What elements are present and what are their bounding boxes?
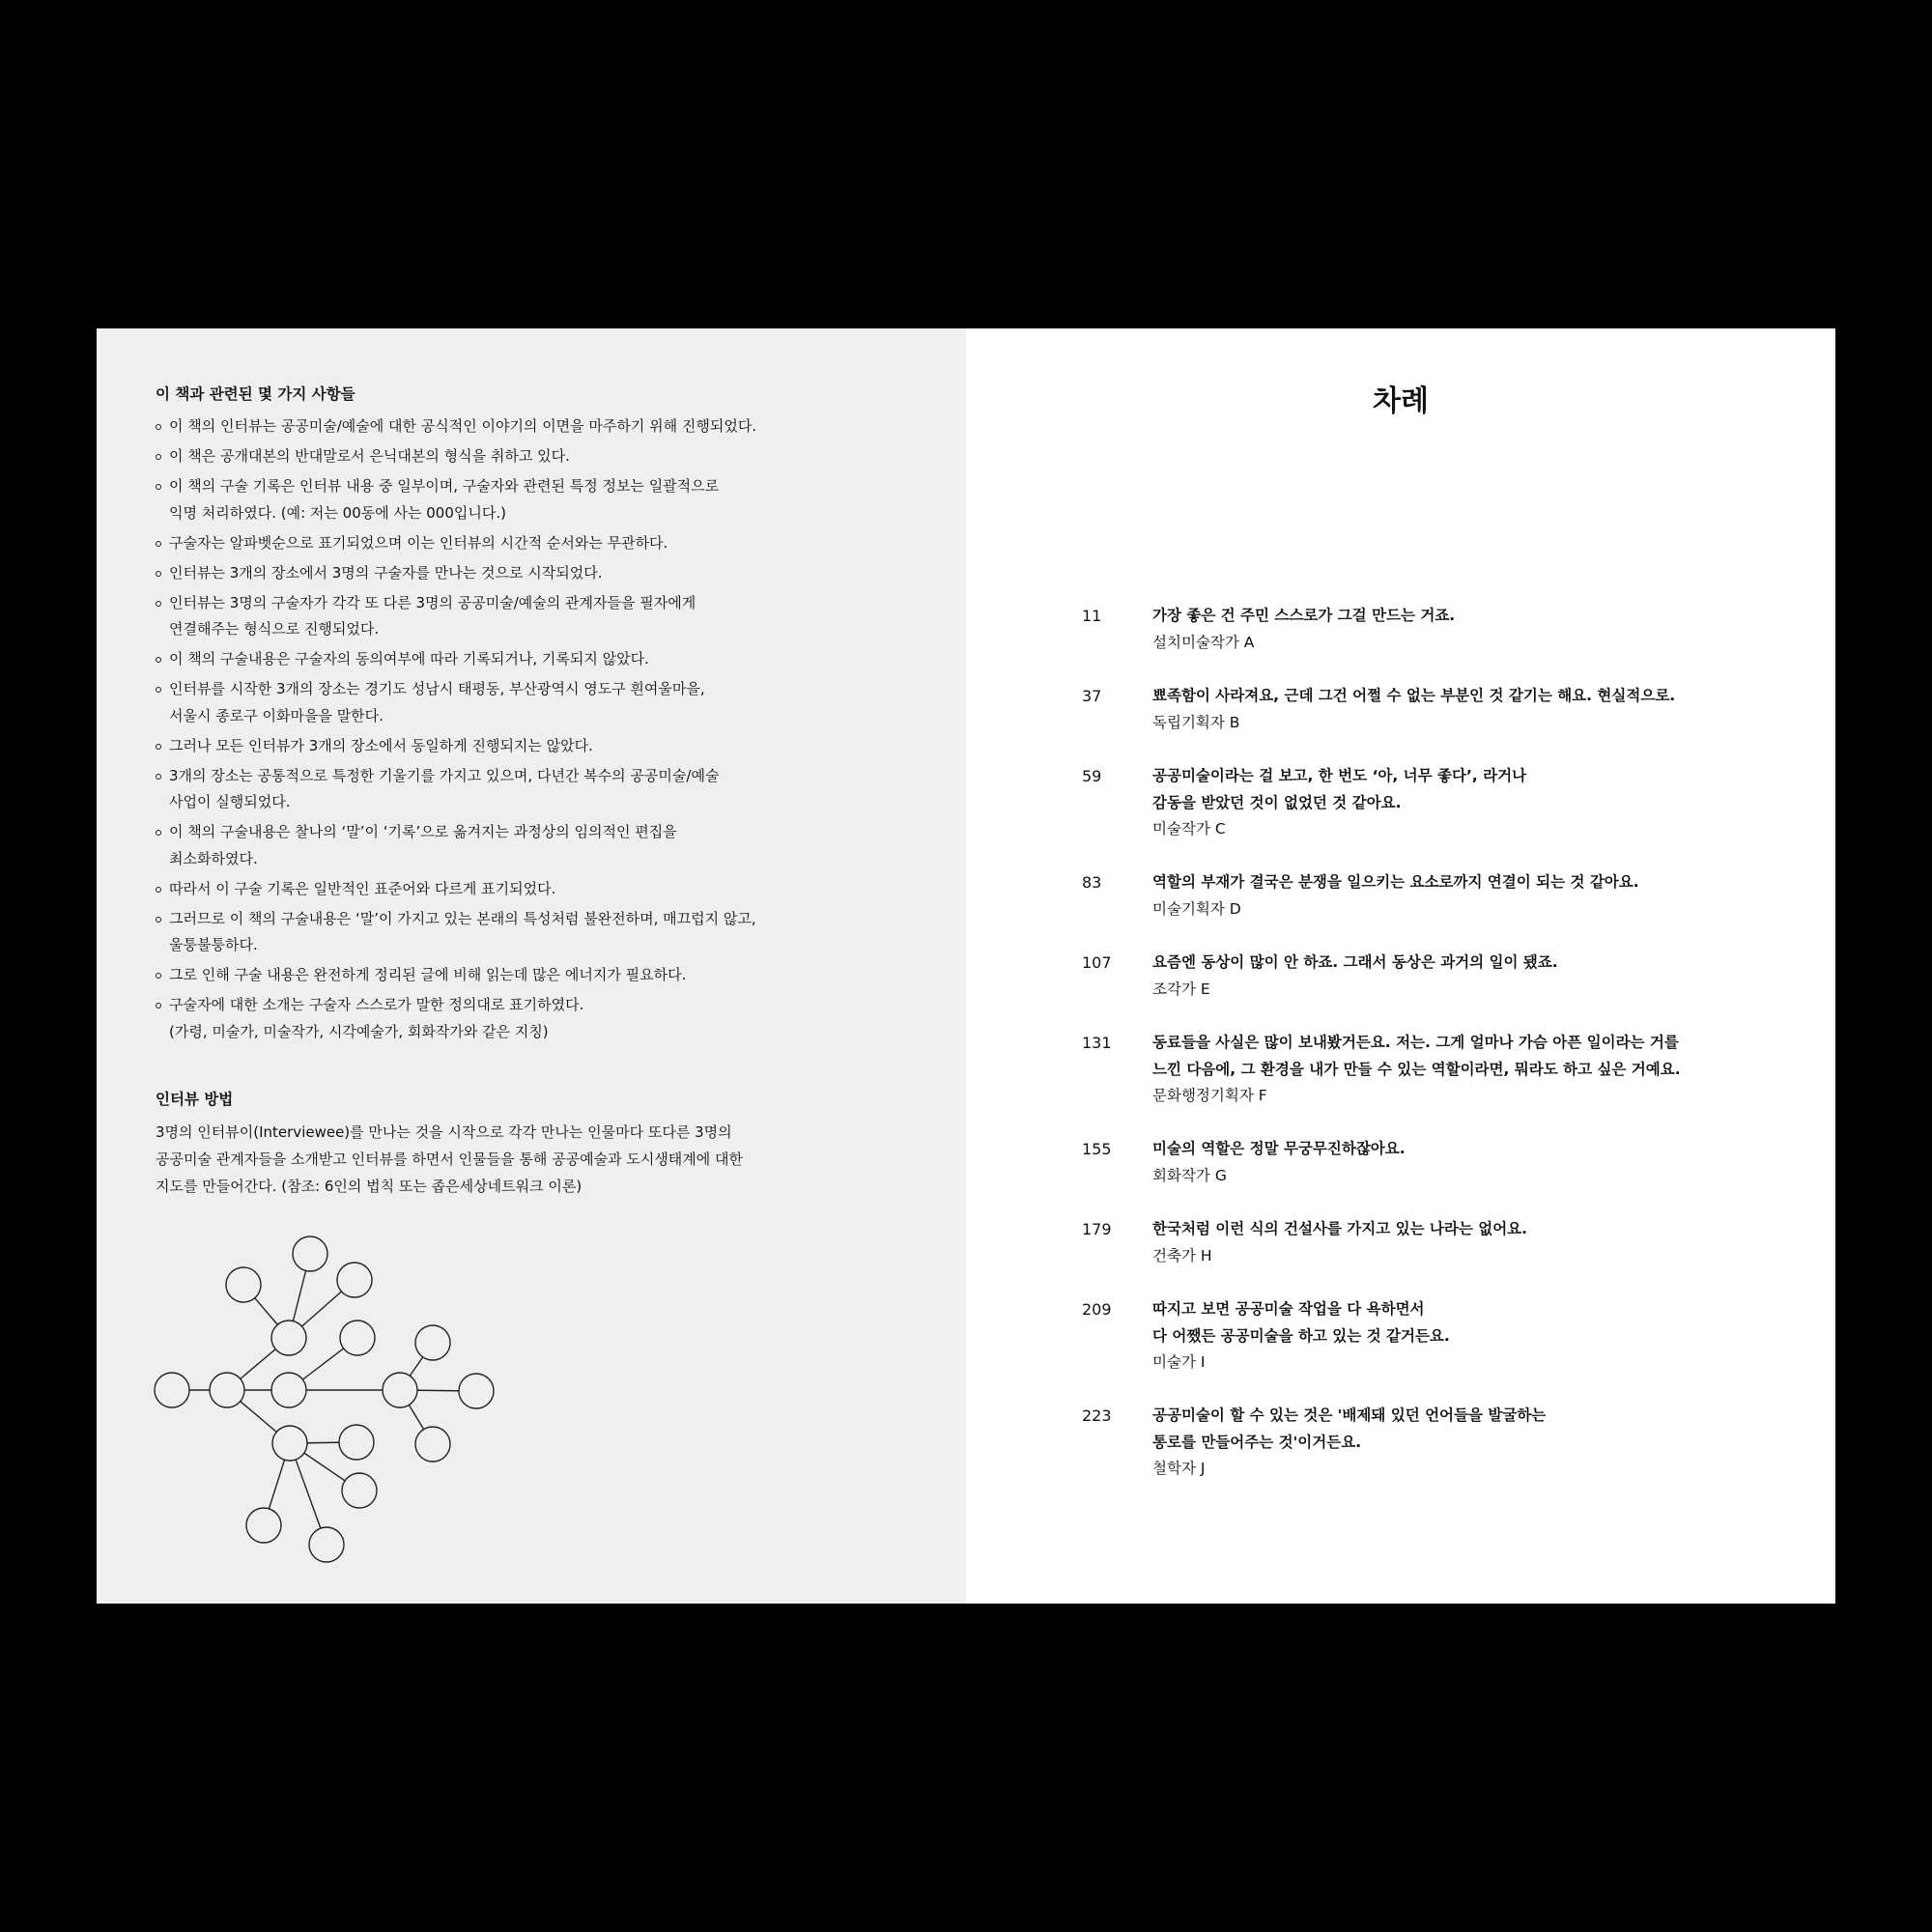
network-node: [155, 1373, 189, 1407]
note-item: 그러므로 이 책의 구술내용은 ‘말’이 가지고 있는 본래의 특성처럼 불완전하며, 매끄럽지 않고, 울퉁불퉁하다.: [156, 906, 890, 959]
network-node: [415, 1427, 450, 1462]
toc-page-number: 209: [1082, 1300, 1112, 1319]
method-title: 인터뷰 방법: [156, 1091, 234, 1108]
note-item: 인터뷰는 3개의 장소에서 3명의 구술자를 만나는 것으로 시작되었다.: [156, 560, 890, 587]
toc-entry[interactable]: [1082, 950, 1787, 1030]
toc-quote: 공공미술이 할 수 있는 것은 '배제돼 있던 언어들을 발굴하는 통로를 만들어주는 것'이거든요.: [1152, 1406, 1547, 1451]
network-diagram: [150, 1227, 497, 1575]
toc-author: 미술가 I: [1152, 1353, 1206, 1371]
toc-entry[interactable]: [1082, 603, 1787, 683]
network-node: [246, 1508, 281, 1543]
network-node: [459, 1374, 494, 1408]
toc-text: [1152, 603, 1771, 656]
toc-title: 차례: [1373, 384, 1429, 418]
toc-quote: 한국처럼 이런 식의 건설사를 가지고 있는 나라는 없어요.: [1152, 1220, 1528, 1237]
toc-text: [1152, 869, 1771, 923]
note-item: 이 책의 인터뷰는 공공미술/예술에 대한 공식적인 이야기의 이면을 마주하기 위해 진행되었다.: [156, 413, 890, 440]
note-item: 이 책의 구술내용은 구술자의 동의여부에 따라 기록되거나, 기록되지 않았다.: [156, 646, 890, 673]
toc-page-number: 107: [1082, 953, 1112, 972]
toc-entry[interactable]: [1082, 1296, 1787, 1403]
note-item: 그로 인해 구술 내용은 완전하게 정리된 글에 비해 읽는데 많은 에너지가 필요하다.: [156, 962, 890, 989]
network-node: [210, 1373, 244, 1407]
toc-quote: 역할의 부재가 결국은 분쟁을 일으키는 요소로까지 연결이 되는 것 같아요.: [1152, 873, 1639, 891]
network-node: [340, 1321, 375, 1355]
toc-entry[interactable]: [1082, 1136, 1787, 1216]
toc-text: [1152, 950, 1771, 1003]
network-node: [226, 1267, 261, 1302]
method-body: 3명의 인터뷰이(Interviewee)를 만나는 것을 시작으로 각각 만나는 인물마다 또다른 3명의 공공미술 관계자들을 소개받고 인터뷰를 하면서 인물들을 통해 공공예술과 도시생태계에 대한 지도를 만들어간다. (참조: 6인의 법칙 또는 좁은세상네트워크 이론): [156, 1123, 744, 1195]
note-item: 이 책은 공개대본의 반대말로서 은닉대본의 형식을 취하고 있다.: [156, 443, 890, 470]
toc-author: 철학자 J: [1152, 1460, 1206, 1477]
toc-author: 문화행정기획자 F: [1152, 1087, 1267, 1104]
toc-page-number: 11: [1082, 607, 1102, 625]
toc-text: [1152, 1216, 1771, 1269]
network-node: [342, 1473, 377, 1508]
network-node: [415, 1325, 450, 1360]
toc-quote: 공공미술이라는 걸 보고, 한 번도 ‘아, 너무 좋다’, 라거나 감동을 받았던 것이 없었던 것 같아요.: [1152, 767, 1527, 811]
toc-quote: 동료들을 사실은 많이 보내봤거든요. 저는. 그게 얼마나 가슴 아픈 일이라는 거를 느낀 다음에, 그 환경을 내가 만들 수 있는 역할이라면, 뭐라도 하고 싶은 거예요.: [1152, 1034, 1681, 1078]
toc-text: [1152, 1403, 1771, 1483]
toc-entry[interactable]: [1082, 683, 1787, 763]
network-nodes: [155, 1236, 494, 1562]
toc-text: [1152, 1030, 1771, 1110]
toc-text: [1152, 1296, 1771, 1377]
toc-entry[interactable]: [1082, 763, 1787, 869]
toc-author: 설치미술작가 A: [1152, 633, 1255, 651]
toc-author: 미술기획자 D: [1152, 899, 1241, 918]
toc-author: 건축가 H: [1152, 1246, 1212, 1264]
notes-list: [156, 413, 890, 1045]
note-item: 이 책의 구술내용은 찰나의 ‘말’이 ‘기록’으로 옮겨지는 과정상의 임의적인 편집을 최소화하였다.: [156, 819, 890, 872]
toc-page-number: 223: [1082, 1406, 1112, 1425]
notes-title: 이 책과 관련된 몇 가지 사항들: [156, 385, 355, 403]
toc-page-number: 83: [1082, 873, 1102, 892]
note-item: 따라서 이 구술 기록은 일반적인 표준어와 다르게 표기되었다.: [156, 876, 890, 903]
left-page: [97, 328, 966, 1604]
network-node: [339, 1425, 374, 1460]
toc-page-number: 59: [1082, 767, 1102, 785]
toc-entry[interactable]: [1082, 1403, 1787, 1509]
toc-text: [1152, 1136, 1771, 1189]
toc-author: 조각가 E: [1152, 980, 1210, 998]
network-node: [383, 1373, 417, 1407]
note-item: 그러나 모든 인터뷰가 3개의 장소에서 동일하게 진행되지는 않았다.: [156, 733, 890, 760]
toc-author: 회화작가 G: [1152, 1166, 1227, 1184]
network-node: [337, 1263, 372, 1297]
book-spread: [97, 328, 1835, 1604]
toc-text: [1152, 763, 1771, 843]
toc-entry[interactable]: [1082, 1030, 1787, 1136]
table-of-contents: [1082, 603, 1787, 1509]
network-node: [271, 1373, 306, 1407]
note-item: 구술자는 알파벳순으로 표기되었으며 이는 인터뷰의 시간적 순서와는 무관하다.: [156, 530, 890, 557]
toc-entry[interactable]: [1082, 869, 1787, 950]
toc-page-number: 155: [1082, 1140, 1112, 1158]
toc-quote: 따지고 보면 공공미술 작업을 다 욕하면서 다 어쨌든 공공미술을 하고 있는 것 같거든요.: [1152, 1300, 1450, 1345]
toc-quote: 가장 좋은 건 주민 스스로가 그걸 만드는 거죠.: [1152, 607, 1456, 624]
toc-entry[interactable]: [1082, 1216, 1787, 1296]
toc-page-number: 179: [1082, 1220, 1112, 1238]
notes-section: [156, 383, 890, 1049]
toc-author: 미술작가 C: [1152, 820, 1226, 838]
note-item: 인터뷰는 3명의 구술자가 각각 또 다른 3명의 공공미술/예술의 관계자들을 필자에게 연결해주는 형식으로 진행되었다.: [156, 590, 890, 643]
network-node: [271, 1321, 306, 1355]
toc-quote: 미술의 역할은 정말 무궁무진하잖아요.: [1152, 1140, 1406, 1157]
network-node: [272, 1426, 307, 1461]
toc-page-number: 37: [1082, 687, 1102, 705]
toc-page-number: 131: [1082, 1034, 1112, 1052]
toc-quote: 뾰족함이 사라져요, 근데 그건 어쩔 수 없는 부분인 것 같기는 해요. 현실적으로.: [1152, 687, 1676, 704]
network-node: [293, 1236, 327, 1271]
note-item: 인터뷰를 시작한 3개의 장소는 경기도 성남시 태평동, 부산광역시 영도구 흰여울마을, 서울시 종로구 이화마을을 말한다.: [156, 676, 890, 729]
right-page: [966, 328, 1835, 1604]
toc-text: [1152, 683, 1771, 736]
note-item: 구술자에 대한 소개는 구술자 스스로가 말한 정의대로 표기하였다. (가령, 미술가, 미술작가, 시각예술가, 회화작가와 같은 지칭): [156, 992, 890, 1045]
note-item: 3개의 장소는 공통적으로 특정한 기울기를 가지고 있으며, 다년간 복수의 공공미술/예술 사업이 실행되었다.: [156, 763, 890, 816]
method-section: [156, 1088, 890, 1200]
toc-author: 독립기획자 B: [1152, 713, 1240, 731]
note-item: 이 책의 구술 기록은 인터뷰 내용 중 일부이며, 구술자와 관련된 특정 정보는 일괄적으로 익명 처리하였다. (예: 저는 00동에 사는 000입니다.): [156, 473, 890, 526]
network-node: [309, 1527, 344, 1562]
toc-quote: 요즘엔 동상이 많이 안 하죠. 그래서 동상은 과거의 일이 됐죠.: [1152, 953, 1558, 971]
